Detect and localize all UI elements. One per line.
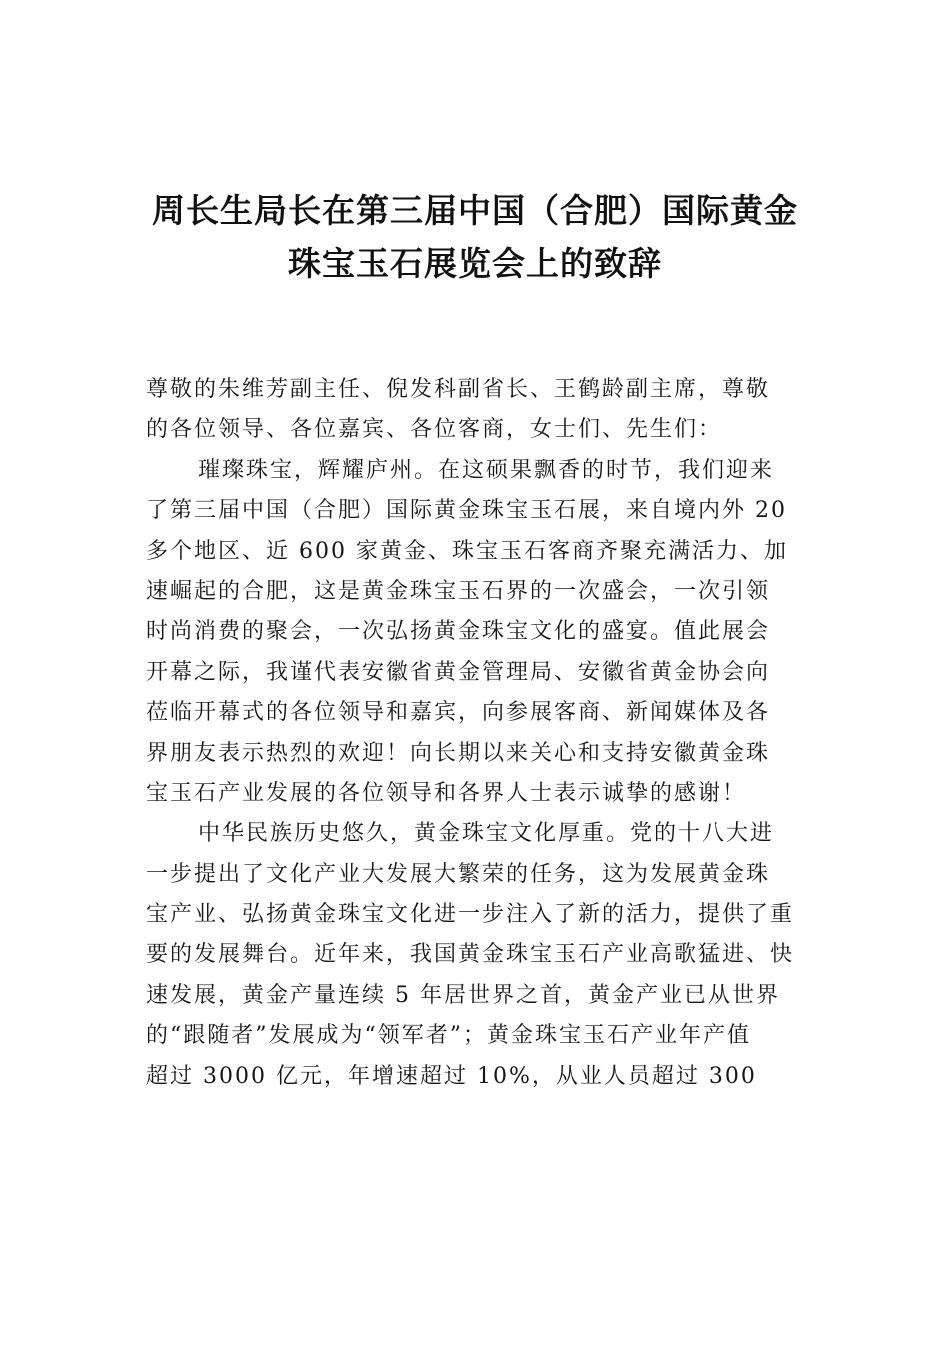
paragraph-1-line-7: 莅临开幕式的各位领导和嘉宾，向参展客商、新闻媒体及各 (146, 700, 771, 726)
paragraph-2-line-1: 中华民族历史悠久，黄金珠宝文化厚重。党的十八大进 (198, 821, 775, 847)
paragraph-1-line-9: 宝玉石产业发展的各位领导和各界人士表示诚挚的感谢！ (146, 780, 747, 806)
paragraph-1-line-3: 多个地区、近 600 家黄金、珠宝玉石客商齐聚充满活力、加 (146, 538, 788, 564)
paragraph-1-line-8: 界朋友表示热烈的欢迎！向长期以来关心和支持安徽黄金珠 (146, 740, 771, 766)
document-body (146, 370, 826, 1097)
document-title (120, 184, 830, 290)
title-line-1: 周长生局长在第三届中国（合肥）国际黄金 (152, 191, 798, 230)
paragraph-2-line-6: 的“跟随者”发展成为“领军者”；黄金珠宝玉石产业年产值 (146, 1023, 751, 1049)
paragraph-2-line-5: 速发展，黄金产量连续 5 年居世界之首，黄金产业已从世界 (146, 982, 780, 1008)
paragraph-1-line-4: 速崛起的合肥，这是黄金珠宝玉石界的一次盛会，一次引领 (146, 578, 771, 604)
paragraph-2-line-3: 宝产业、弘扬黄金珠宝文化进一步注入了新的活力，提供了重 (146, 902, 795, 928)
paragraph-1-line-6: 开幕之际，我谨代表安徽省黄金管理局、安徽省黄金协会向 (146, 659, 771, 685)
paragraph-1-line-5: 时尚消费的聚会，一次弘扬黄金珠宝文化的盛宴。值此展会 (146, 619, 771, 645)
salutation-line-2: 的各位领导、各位嘉宾、各位客商，女士们、先生们： (146, 417, 723, 443)
paragraph-2-line-4: 要的发展舞台。近年来，我国黄金珠宝玉石产业高歌猛进、快 (146, 942, 795, 968)
title-line-2: 珠宝玉石展览会上的致辞 (288, 244, 662, 283)
paragraph-1-line-1: 璀璨珠宝，辉耀庐州。在这硕果飘香的时节，我们迎来 (198, 457, 775, 483)
paragraph-2-line-7: 超过 3000 亿元，年增速超过 10%，从业人员超过 300 (146, 1063, 757, 1089)
paragraph-2-line-2: 一步提出了文化产业大发展大繁荣的任务，这为发展黄金珠 (146, 861, 771, 887)
salutation-line-1: 尊敬的朱维芳副主任、倪发科副省长、王鹤龄副主席，尊敬 (146, 377, 771, 402)
paragraph-1-line-2: 了第三届中国（合肥）国际黄金珠宝玉石展，来自境内外 20 (146, 498, 787, 524)
